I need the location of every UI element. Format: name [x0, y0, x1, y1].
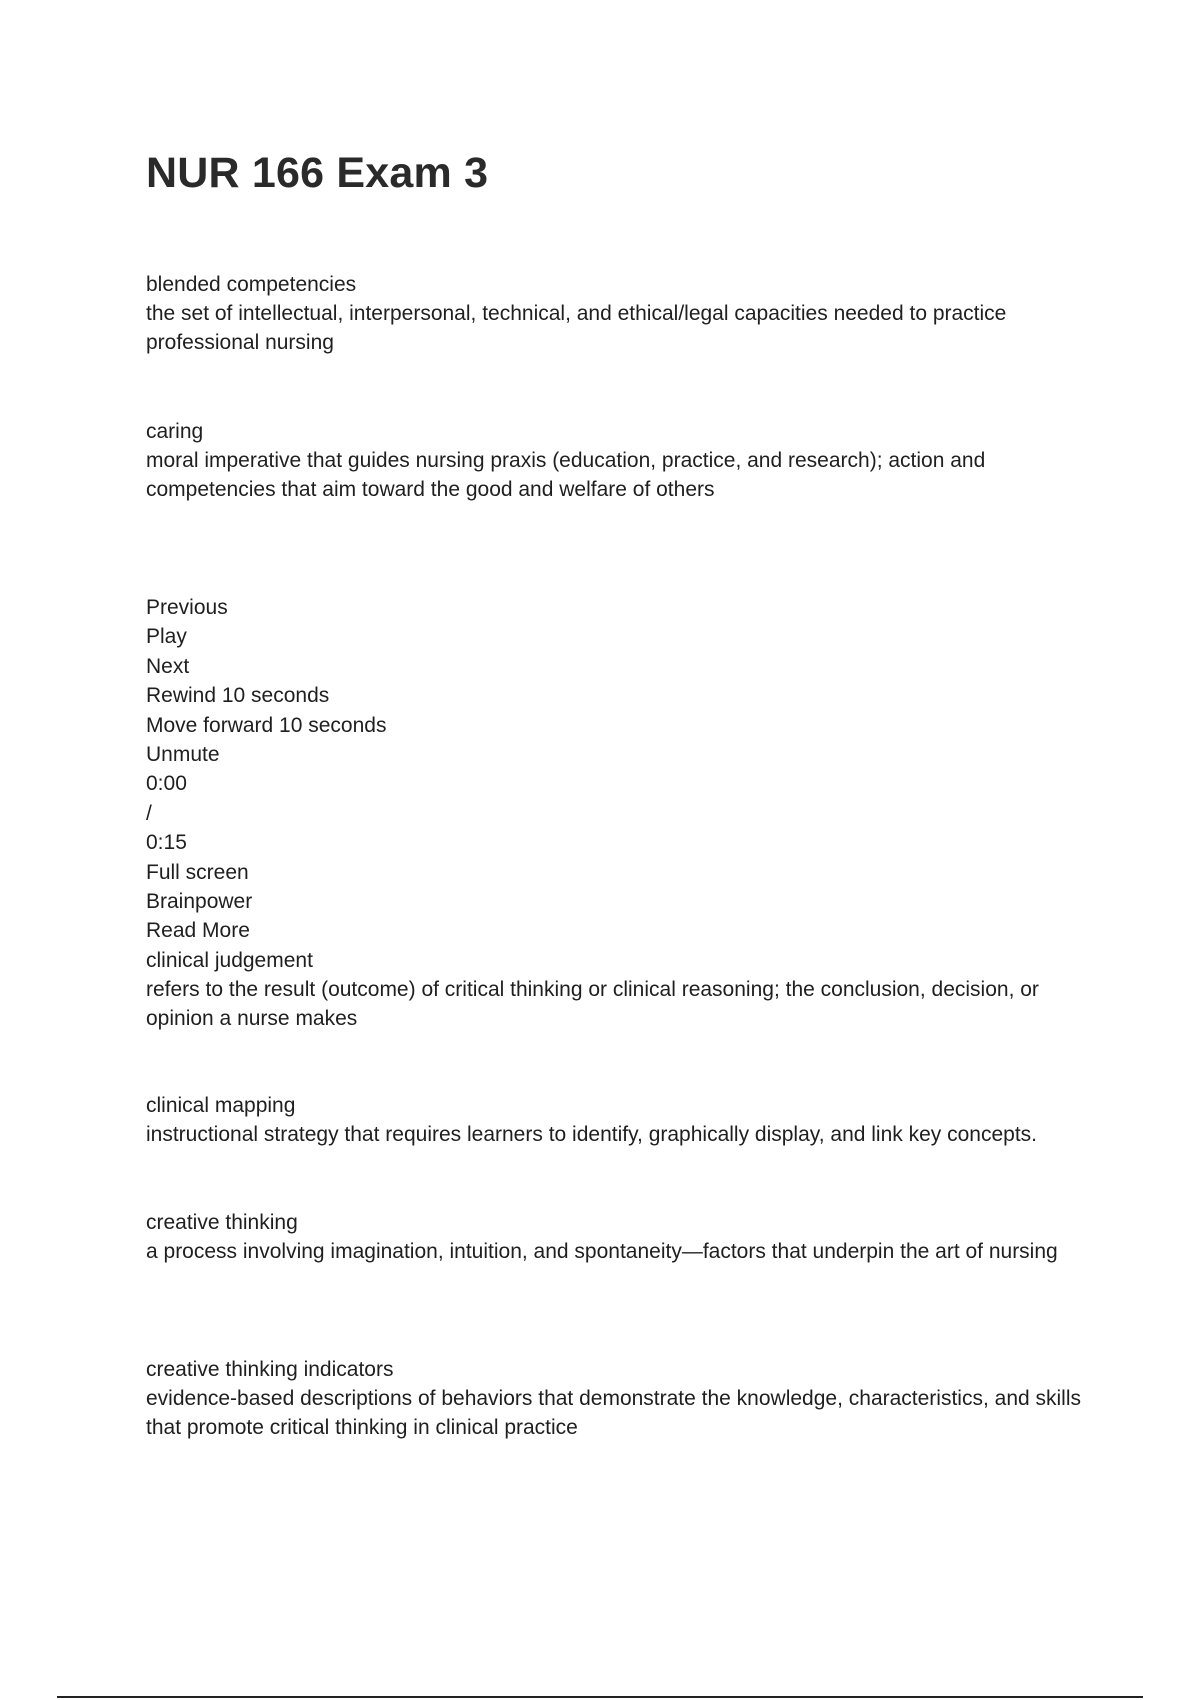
term-definition: instructional strategy that requires learners to identify, graphically display, and link key concepts. — [146, 1123, 1038, 1146]
term-entry — [146, 946, 1096, 1033]
fullscreen-button[interactable]: Full screen — [146, 860, 249, 884]
term-name: clinical judgement — [146, 949, 313, 972]
video-player-controls — [146, 593, 386, 946]
term-definition: a process involving imagination, intuition, and spontaneity—factors that underpin the art of nursing — [146, 1240, 1058, 1263]
term-definition: moral imperative that guides nursing praxis (education, practice, and research); action and competencies that aim toward the good and welfare of others — [146, 449, 986, 501]
footer-divider — [57, 1696, 1143, 1698]
term-definition: evidence-based descriptions of behaviors that demonstrate the knowledge, characteristics, and skills that promote critical thinking in clinical practice — [146, 1387, 1082, 1439]
rewind-button[interactable]: Rewind 10 seconds — [146, 684, 330, 708]
term-entry — [146, 417, 1096, 504]
duration: 0:15 — [146, 831, 187, 855]
term-name: clinical mapping — [146, 1094, 296, 1117]
term-entry — [146, 270, 1096, 357]
term-definition: refers to the result (outcome) of critical thinking or clinical reasoning; the conclusion, decision, or opinion a nurse makes — [146, 978, 1039, 1030]
term-entry — [146, 1091, 1096, 1149]
term-definition: the set of intellectual, interpersonal, technical, and ethical/legal capacities needed to practice professional nursing — [146, 302, 1007, 354]
unmute-button[interactable]: Unmute — [146, 743, 220, 767]
term-name: blended competencies — [146, 273, 357, 296]
term-entry — [146, 1208, 1096, 1266]
time-separator: / — [146, 801, 152, 825]
forward-button[interactable]: Move forward 10 seconds — [146, 713, 387, 737]
brand-link[interactable]: Brainpower — [146, 890, 253, 914]
term-entry — [146, 1355, 1096, 1442]
page-title: NUR 166 Exam 3 — [146, 149, 489, 197]
previous-button[interactable]: Previous — [146, 596, 228, 619]
current-time: 0:00 — [146, 772, 187, 796]
play-button[interactable]: Play — [146, 625, 187, 649]
term-name: caring — [146, 420, 204, 443]
term-name: creative thinking indicators — [146, 1358, 394, 1381]
read-more-link[interactable]: Read More — [146, 919, 250, 943]
next-button[interactable]: Next — [146, 654, 190, 678]
term-name: creative thinking — [146, 1211, 298, 1234]
